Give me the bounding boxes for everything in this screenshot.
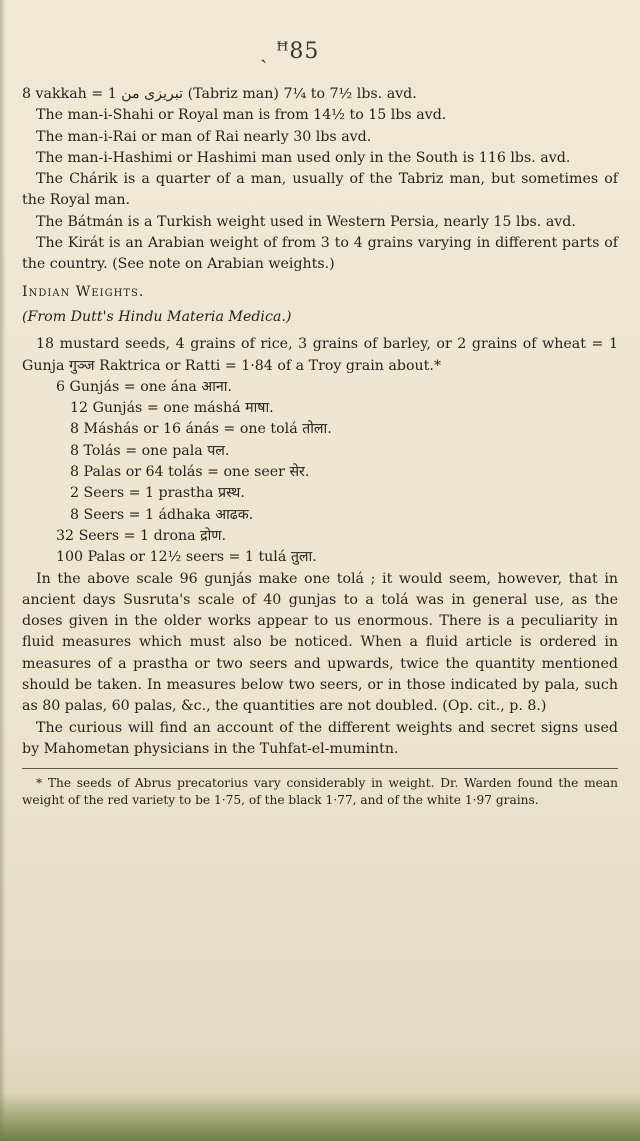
line-hashimi: The man-i-Hashimi or Hashimi man used only in the South is 116 lbs. avd. — [36, 149, 571, 166]
page-edge-stain — [0, 0, 6, 1141]
line-kirat: The Kirát is an Arabian weight of from 3 to 4 grains varying in different parts of the country. (See note on Arabian weights.) — [22, 235, 618, 273]
scale-item: 2 Seers = 1 prastha प्रस्थ. — [70, 485, 245, 502]
scale-item: 6 Gunjás = one ána आना. — [56, 378, 232, 395]
footnote: * The seeds of Abrus precatorius vary considerably in weight. Dr. Warden found the mean weight of the red variety to be 1·75, of the black 1·77, and of the white 1·97 grains. — [22, 776, 618, 808]
section-heading: Indian Weights. — [22, 283, 145, 300]
line-vakkah: 8 vakkah = 1 تبریزی من (Tabriz man) 7¼ to 7½ lbs. avd. — [22, 86, 417, 102]
page-number: ˎ ꟸ85 — [260, 39, 320, 64]
page-body — [22, 84, 618, 809]
weight-scale-list — [22, 377, 618, 569]
body-paragraph-curious: The curious will find an account of the different weights and secret signs used by Mahometan physicians in the Tuhfat-el-mumintn. — [22, 719, 618, 757]
line-shahi: The man-i-Shahi or Royal man is from 14½ to 15 lbs avd. — [36, 107, 447, 124]
scale-item: 8 Seers = 1 ádhaka आढक. — [70, 506, 254, 523]
scale-item: 8 Máshás or 16 ánás = one tolá तोला. — [70, 421, 332, 438]
line-batman: The Bátmán is a Turkish weight used in Western Persia, nearly 15 lbs. avd. — [36, 213, 576, 230]
scale-item: 100 Palas or 12½ seers = 1 tulá तुला. — [56, 549, 317, 566]
page-bottom-stain — [0, 1093, 640, 1141]
scale-item: 8 Palas or 64 tolás = one seer सेर. — [70, 464, 310, 481]
scale-item: 12 Gunjás = one máshá माषा. — [70, 400, 274, 417]
scale-item: 32 Seers = 1 drona द्रोण. — [56, 527, 227, 544]
line-rai: The man-i-Rai or man of Rai nearly 30 lbs avd. — [36, 128, 372, 145]
body-paragraph-scale-note: In the above scale 96 gunjás make one tolá ; it would seem, however, that in ancient days Susruta's scale of 40 gunjas to a tolá was in general use, as the doses given in the older works appear to us enormous. There is a peculiarity in fluid measures which must also be noticed. When a fluid article is ordered in measures of a prastha or two seers and upwards, twice the quantity mentioned should be taken. In measures below two seers, or in those indicated by pala, such as 80 palas, 60 palas, &c., the quantities are not doubled. (Op. cit., p. 8.) — [22, 570, 618, 715]
section-subheading: (From Dutt's Hindu Materia Medica.) — [22, 308, 292, 325]
line-charik: The Chárik is a quarter of a man, usually of the Tabriz man, but sometimes of the Royal man. — [22, 171, 618, 209]
intro-paragraph: 18 mustard seeds, 4 grains of rice, 3 grains of barley, or 2 grains of wheat = 1 Gunja गुञ्ज Raktrica or Ratti = 1·84 of a Troy grain about.* — [22, 336, 618, 374]
scale-item: 8 Tolás = one pala पल. — [70, 442, 230, 459]
footnote-rule — [22, 768, 618, 769]
